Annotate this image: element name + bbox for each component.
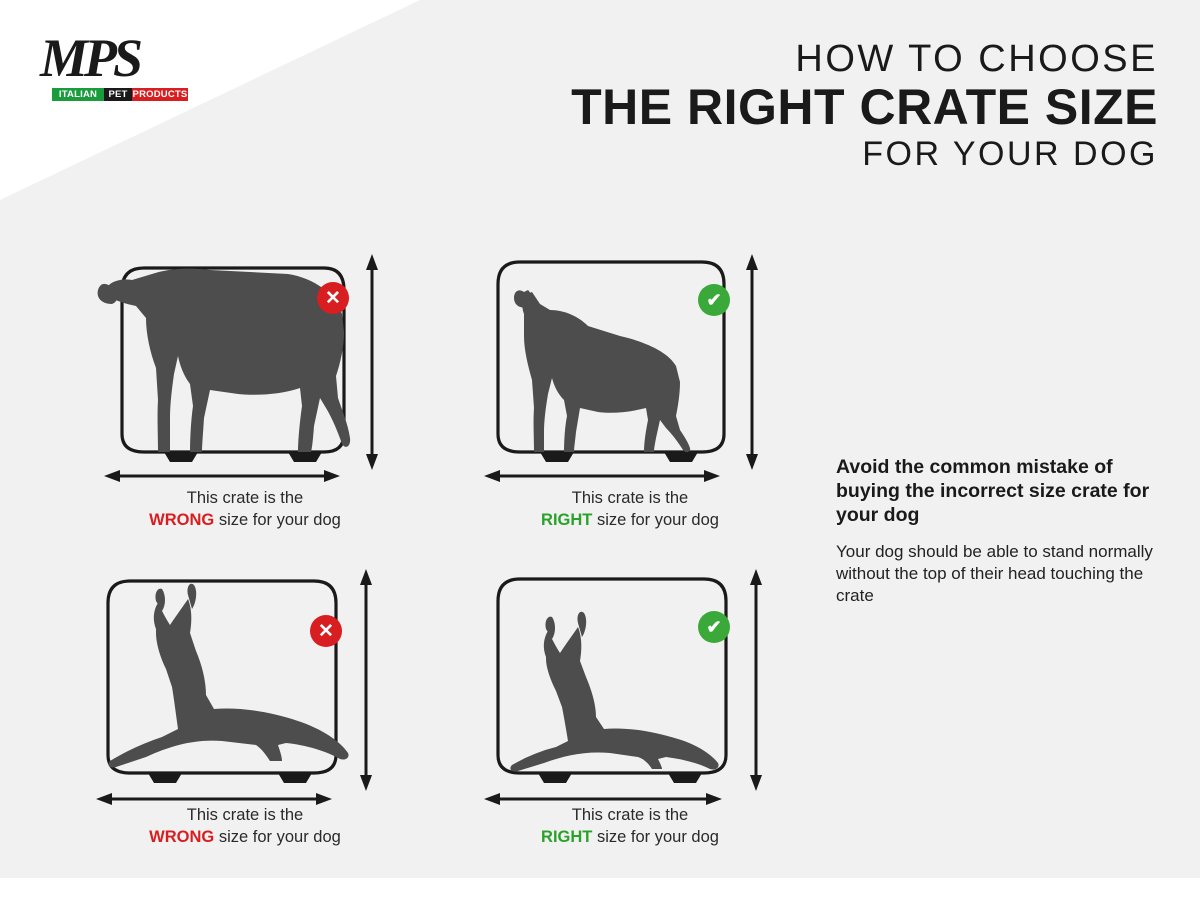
verdict-label: RIGHT [541,511,593,529]
dog-silhouette-standing-fits [514,290,690,452]
logo-tag-italian: ITALIAN [52,88,104,101]
width-arrow-head-right [324,470,340,482]
dog-body [106,269,350,452]
verdict-suffix: size for your dog [214,828,341,846]
page-title [571,38,1158,174]
background-bottom-strip [0,878,1200,900]
width-arrow-head-left [104,470,120,482]
caption-line-1: This crate is the [186,806,304,824]
dog-body [522,292,690,452]
dog-ear [514,290,532,308]
crate-foot-left [538,773,572,783]
verdict-label: RIGHT [541,828,593,846]
title-line-2: THE RIGHT CRATE SIZE [571,79,1158,135]
width-arrow-head-right [704,470,720,482]
caption-line-2 [465,509,795,531]
figure-standing-right [480,248,780,528]
crate-foot-left [164,452,198,462]
height-arrow-head-top [750,569,762,585]
verdict-label: WRONG [149,828,215,846]
caption-lying-right [465,804,795,848]
check-icon: ✔ [706,290,722,310]
width-arrow-head-left [484,470,500,482]
check-icon: ✔ [706,617,722,637]
caption-standing-wrong [80,487,410,531]
figure-lying-wrong [92,565,392,845]
dog-silhouette-standing-too-tall [98,269,351,452]
caption-line-1: This crate is the [571,489,689,507]
logo-wordmark: MPS [40,28,140,88]
crate-foot-right [288,452,322,462]
caption-lying-wrong [80,804,410,848]
verdict-label: WRONG [149,511,215,529]
logo-tag-products: PRODUCTS [132,89,188,100]
cross-icon: ✕ [325,287,341,309]
logo-tag-pet: PET [104,88,132,101]
figure-standing-wrong [92,248,392,528]
caption-line-2 [465,826,795,848]
advice-title: Avoid the common mistake of buying the incorrect size crate for your dog [836,456,1150,526]
status-badge-wrong [317,282,349,314]
title-line-3: FOR YOUR DOG [862,135,1158,173]
crate-foot-left [148,773,182,783]
dog-silhouette-lying-fits [510,612,718,772]
dog-body [510,627,718,772]
figure-lying-right-graphic [480,565,780,845]
advice-body: Your dog should be able to stand normally without the top of their head touching the crate [836,542,1153,605]
crate-foot-right [278,773,312,783]
logo-tagline [52,88,188,101]
crate-foot-right [668,773,702,783]
caption-standing-right [465,487,795,531]
dog-silhouette-lying-too-tall [108,584,348,768]
height-arrow-head-top [366,254,378,270]
title-line-1: HOW TO CHOOSE [795,38,1158,80]
figure-standing-right-graphic [480,248,780,528]
caption-line-1: This crate is the [186,489,304,507]
caption-line-2 [80,826,410,848]
verdict-suffix: size for your dog [214,511,341,529]
height-arrow-head-top [746,254,758,270]
brand-logo [40,30,220,101]
height-arrow-head-bottom [360,775,372,791]
advice-block [836,455,1162,607]
height-arrow-head-top [360,569,372,585]
verdict-suffix: size for your dog [592,511,719,529]
height-arrow-head-bottom [750,775,762,791]
caption-line-1: This crate is the [571,806,689,824]
figure-lying-right [480,565,780,845]
cross-icon: ✕ [318,620,334,642]
status-badge-wrong [310,615,342,647]
caption-line-2 [80,509,410,531]
verdict-suffix: size for your dog [592,828,719,846]
status-badge-right [698,611,730,643]
height-arrow-head-bottom [746,454,758,470]
crate-foot-right [664,452,698,462]
crate-foot-left [540,452,574,462]
status-badge-right [698,284,730,316]
figure-lying-wrong-graphic [92,565,392,845]
height-arrow-head-bottom [366,454,378,470]
